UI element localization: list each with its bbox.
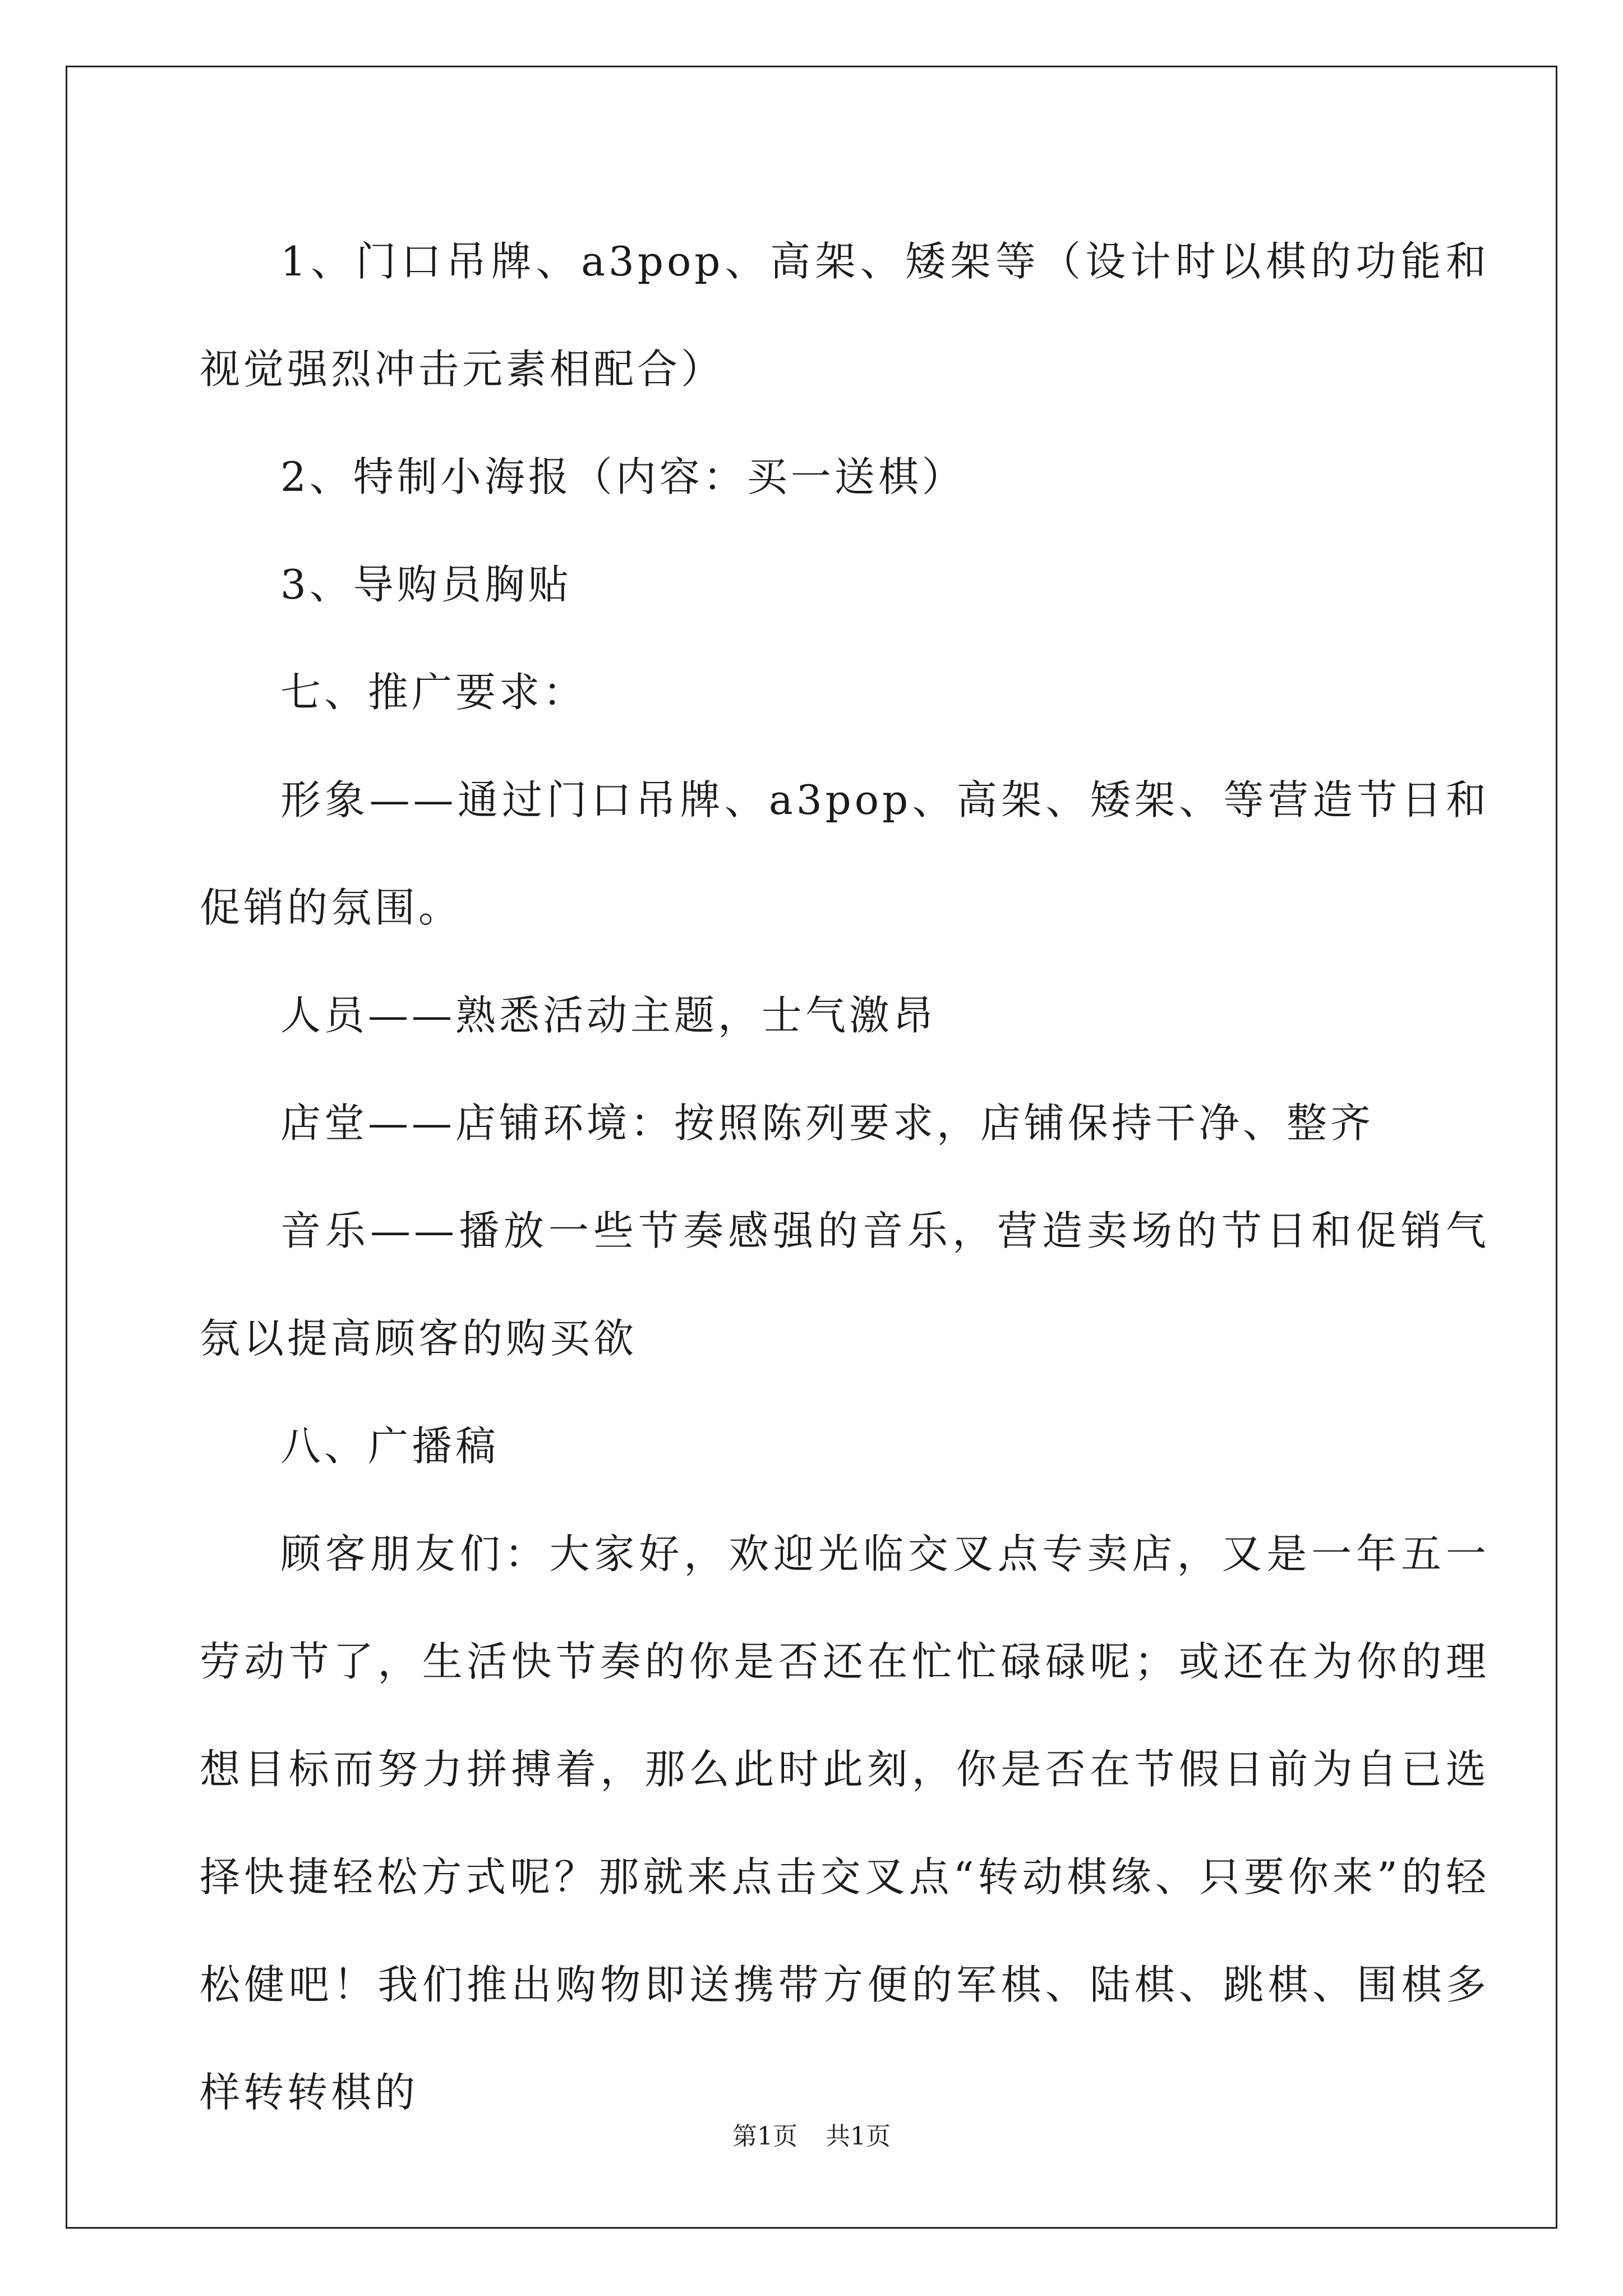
paragraph: 顾客朋友们：大家好，欢迎光临交叉点专卖店，又是一年五一劳动节了，生活快节奏的你是否还在忙忙碌碌呢；或还在为你的理想目标而努力拼搏着，那么此时此刻，你是否在节假日前为自已选择快捷轻松方式呢？那就来点击交叉点“转动棋缘、只要你来”的轻松健吧！我们推出购物即送携带方便的军棋、陆棋、跳棋、围棋多样转转棋的 — [200, 1530, 1490, 2116]
paragraph: 人员——熟悉活动主题，士气激昂 — [280, 992, 937, 1039]
paragraph: 2、特制小海报（内容：买一送棋） — [280, 453, 966, 500]
section-heading: 八、广播稿 — [280, 1423, 500, 1470]
section-heading: 七、推广要求： — [280, 669, 587, 716]
page-footer — [0, 2116, 1623, 2152]
paragraph: 店堂——店铺环境：按照陈列要求，店铺保持干净、整齐 — [280, 1099, 1375, 1147]
paragraph: 1、门口吊牌、a3pop、高架、矮架等（设计时以棋的功能和视觉强烈冲击元素相配合） — [200, 238, 1490, 393]
paragraph: 3、导购员胸贴 — [280, 561, 572, 608]
page-number: 第1页 — [732, 2122, 797, 2151]
page-total: 共1页 — [826, 2122, 891, 2151]
document-body — [200, 208, 1490, 2146]
paragraph: 音乐——播放一些节奏感强的音乐，营造卖场的节日和促销气氛以提高顾客的购买欲 — [200, 1207, 1490, 1362]
paragraph: 形象——通过门口吊牌、a3pop、高架、矮架、等营造节日和促销的氛围。 — [200, 776, 1490, 931]
